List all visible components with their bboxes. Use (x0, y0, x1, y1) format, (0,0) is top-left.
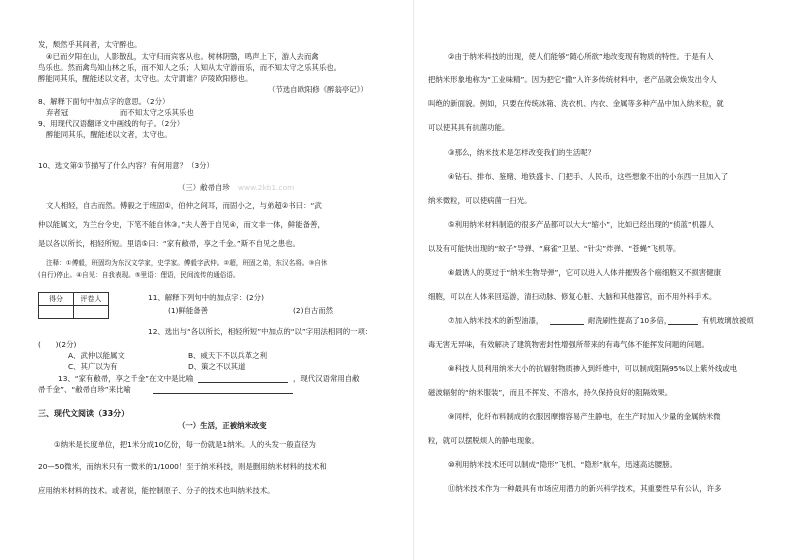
question-8-items: 弃者冠 而不知太守之乐其乐也 (46, 108, 194, 117)
question-9: 9、用现代汉语翻译文中画线的句子。（2分） (38, 119, 185, 128)
notes-line: 注释：①傅毅，班固均为东汉文学家，史学家。傅毅字武仲。②超，班固之弟，东汉名将。③自休 (46, 259, 328, 267)
question-12: 12、选出与“各以所长，相轻所短”中加点的“以”字用法相同的一项： (148, 327, 373, 336)
question-11: 11、解释下列句中的加点字：(2分) (148, 293, 264, 302)
passage-line: ⑥最诱人的莫过于“纳米生物导弹”，它可以进入人体并摧毁各个癌细胞又不损害健康 (448, 268, 721, 277)
section-3-heading: 三、现代文阅读（33分） (38, 409, 130, 418)
answer-blank[interactable] (550, 316, 584, 325)
score-label: 得分 (39, 293, 74, 306)
passage-line: ⑪纳米技术作为一种最具有市场应用潜力的新兴科学技术，其重要性早有公认，许多 (448, 484, 722, 493)
question-9-item: 醉能同其乐，醒能述以文者，太守也。 (46, 130, 172, 139)
passage-line: ③那么，纳米技术是怎样改变我们的生活呢？ (448, 148, 596, 157)
notes-line: (自行)停止。④自见：自我表现。⑤里语：俚语，民间流传的通俗语。 (38, 271, 240, 279)
source-citation: （节选自欧阳修《醉翁亭记》） (268, 85, 368, 94)
passage-line: ④钻石、排布、鉴赌、地铁盛卡、门把手、人民币，这些想象不出的小东西一旦加入了 (448, 172, 729, 181)
subsection-title: （一）生活，正被纳米改变 (178, 421, 267, 430)
grader-cell[interactable] (74, 306, 109, 319)
score-cell[interactable] (39, 306, 74, 319)
passage-line: 鸟乐也。然而禽鸟知山林之乐，而不知人之乐；人知从太守游而乐，而不知太守之乐其乐也。 (38, 63, 342, 72)
question-8: 8、解释下面句中加点字的意思。（2分） (38, 97, 170, 106)
section-title: （三）敝帚自珍 (178, 183, 230, 192)
passage-line: 仲以能属文，为兰台令史，下笔不能自休③。”夫人善于自见④，而文非一体，鲜能备善， (38, 220, 325, 229)
answer-blank[interactable] (153, 385, 293, 394)
passage-line: ④已而夕阳在山，人影散乱，太守归而宾客从也。树林阴翳，鸣声上下，游人去而禽 (46, 52, 319, 61)
passage-line: 细胞，可以在人体来回巡游，清扫动脉、修复心脏、大脑和其他器官，而不用外科手术。 (428, 292, 717, 301)
passage-line: 文人相轻，自古而然。傅毅之于班固①，伯仲之间耳，而固小之，与弟超②书曰：“武 (46, 201, 322, 210)
passage-line: 应用纳米材料的技术。或者说，能控制原子、分子的技术也叫纳米技术。 (38, 486, 275, 495)
passage-line: 磁波辐射的“纳米服装”，而且不挥发、不溶水，持久保持良好的阻隔效果。 (428, 388, 673, 397)
passage-line: ⑨同样，化纤布料制成的衣服因摩擦容易产生静电，在生产时加入少量的金属纳米微 (448, 412, 721, 421)
answer-blank[interactable] (668, 316, 698, 325)
passage-line: ①纳米是长度单位，把1米分成10亿份，每一份就是1纳米。人的头发一般直径为 (54, 440, 316, 449)
passage-line: 纳米微粒，可以使病菌一扫光。 (428, 196, 532, 205)
passage-line: ②由于纳米科技的出现，使人们能够“随心所欲”地改变现有物质的特性。于是有人 (448, 52, 714, 61)
question-10: 10、选文第①节描写了什么内容？有何用意？（3分） (38, 161, 214, 170)
passage-line: 把纳米形象地称为“工业味精”。因为把它“撒”入许多传统材料中，老产品就会焕发出令人 (428, 75, 717, 84)
passage-line: 耐洗刷性提高了10多倍， (588, 316, 672, 325)
question-11-a: (1)鲜能备善 (168, 306, 209, 315)
passage-line: 20—50微米，而纳米只有一微米的1/1000！至于纳米科技，则是删用纳米材料的技术和 (38, 462, 327, 471)
passage-line: 以及有可能快出现的“蚊子”导弹、“麻雀”卫星、“针尖”炸弹、“苍蝇”飞机等。 (428, 244, 681, 253)
option-c[interactable]: C、其广以为有 (68, 362, 118, 371)
passage-line: 有机玻璃放被烦 (702, 316, 754, 325)
option-b[interactable]: B、威天下不以兵革之利 (188, 351, 267, 360)
passage-line: 发，颓然乎其间者，太守醉也。 (38, 40, 142, 49)
option-a[interactable]: A、武仲以能属文 (68, 351, 125, 360)
question-11-b: (2)自古而然 (293, 306, 334, 315)
passage-line: ⑧科技人员利用纳米大小的抗辐射物质掺入到纤维中，可以制成阻隔95%以上紫外线或电 (448, 364, 738, 373)
passage-line: ⑦加入纳米技术的新型油漆， (448, 316, 544, 325)
question-13-cont: ，现代汉语常用自敝 (293, 374, 360, 383)
score-table (38, 292, 109, 319)
question-12-score: ( )(2分) (38, 340, 77, 349)
passage-line: 叫绝的新面貌。例如，只要在传统冰箱、洗衣机、内衣、金属等多种产品中加入纳米粒，就 (428, 99, 724, 108)
passage-line: ⑤利用纳米材料制造的很多产品都可以大大“缩小”，比如已经出现的“侦蓝”机器人 (448, 220, 714, 229)
question-13-cont: 帚千金”、“敝帚自珍”来比喻 (38, 385, 131, 394)
passage-line: ⑩利用纳米技术还可以制成“隐形”飞机、“隐形”航车，迅速高达腰膀。 (448, 460, 677, 469)
passage-line: 醉能同其乐，醒能述以文者，太守也。太守谓谁？庐陵欧阳修也。 (38, 74, 253, 83)
passage-line: 毒无害无异味，有效解决了建筑物密封性增强所带来的有毒气体不能挥发问题的问题。 (428, 340, 709, 349)
watermark: www.2kb1.com (238, 183, 295, 192)
passage-line: 是以各以所长，相轻所短。里语⑤曰：“家有敝帚，享之千金。”斯不自见之患也。 (38, 239, 300, 248)
question-13: 13、“家有敝帚，享之千金”在文中是比喻 (58, 374, 194, 383)
passage-line: 粒，就可以摆脱烦人的静电现象。 (428, 436, 539, 445)
grader-label: 评卷人 (74, 293, 109, 306)
column-divider (413, 0, 414, 560)
option-d[interactable]: D、策之不以其道 (188, 362, 246, 371)
passage-line: 可以使其具有抗菌功能。 (428, 123, 510, 132)
answer-blank[interactable] (198, 374, 288, 383)
